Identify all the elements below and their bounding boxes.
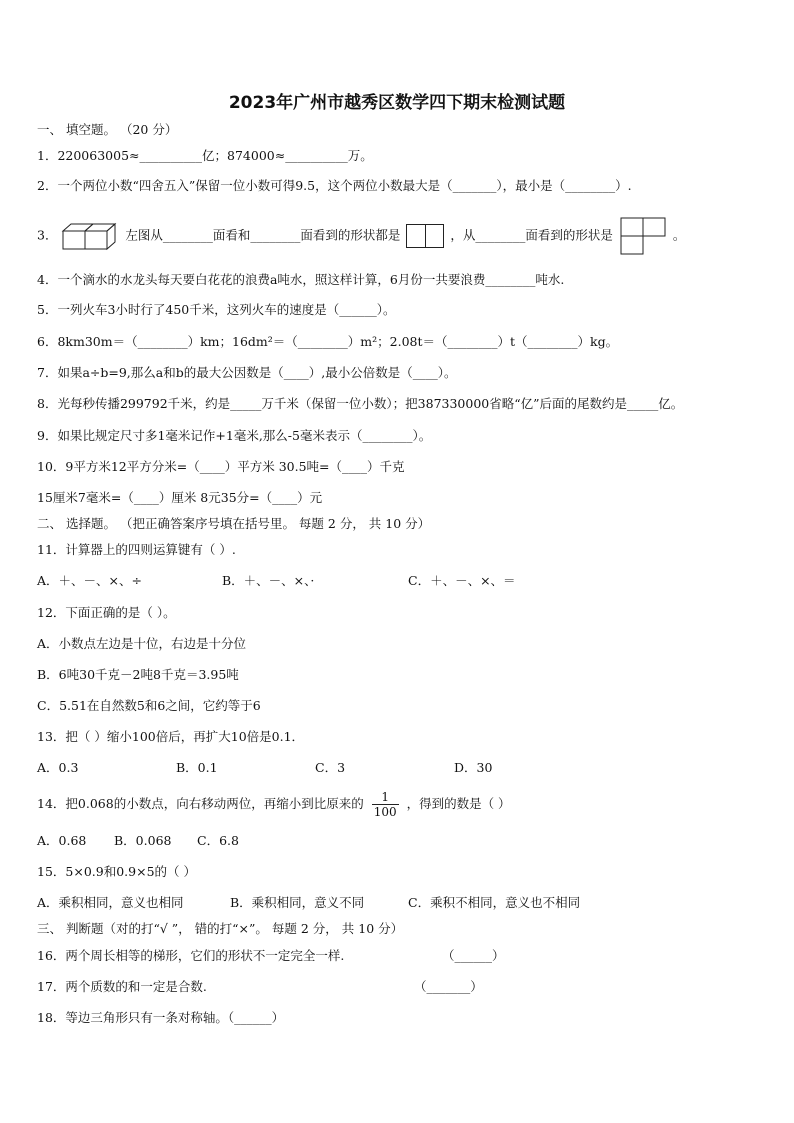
question-17: 17．两个质数的和一定是合数. [37, 979, 207, 994]
question-11: 11．计算器上的四则运算键有（ ）. [37, 542, 236, 557]
cubes-figure-icon [61, 221, 117, 251]
question-12: 12．下面正确的是（ ）。 [37, 605, 176, 620]
question-6: 6．8km30m＝（________）km；16dm²＝（________）m²；2.08t＝（________）t（________）kg。 [37, 334, 619, 349]
question-7: 7．如果a÷b=9,那么a和b的最大公因数是（____）,最小公倍数是（____）。 [37, 365, 457, 380]
question-16: 16．两个周长相等的梯形，它们的形状不一定完全一样. [37, 948, 345, 963]
option-14-b: B．0.068 [114, 833, 172, 848]
option-15-b: B．乘积相同，意义不同 [230, 895, 365, 910]
question-18: 18．等边三角形只有一条对称轴。（______） [37, 1010, 285, 1025]
question-14-text-b: ，得到的数是（ ） [406, 796, 511, 811]
question-2: 2．一个两位小数“四舍五入”保留一位小数可得9.5，这个两位小数最大是（_______），最小是（________）. [37, 178, 632, 193]
question-14 [37, 788, 511, 820]
option-13-c: C．3 [315, 760, 346, 775]
fraction [372, 790, 399, 819]
question-8: 8．光每秒传播299792千米，约是_____万千米（保留一位小数）；把387330000省略“亿”后面的尾数约是_____亿。 [37, 396, 684, 411]
question-3-number: 3． [37, 227, 58, 243]
question-3 [37, 216, 685, 256]
option-13-a: A．0.3 [37, 760, 79, 775]
option-11-c: C．＋、－、×、＝ [408, 573, 516, 588]
option-15-a: A．乘积相同，意义也相同 [37, 895, 184, 910]
question-10-line-2: 15厘米7毫米=（____）厘米 8元35分=（____）元 [37, 490, 323, 505]
question-4: 4．一个滴水的水龙头每天要白花花的浪费a吨水，照这样计算，6月份一共要浪费________吨水. [37, 272, 565, 287]
option-12-b: B．6吨30千克－2吨8千克＝3.95吨 [37, 667, 239, 682]
question-5: 5．一列火车3小时行了450千米，这列火车的速度是（______）。 [37, 302, 396, 317]
option-11-a: A．＋、－、×、÷ [37, 573, 142, 588]
option-11-b: B．＋、－、×、· [222, 573, 315, 588]
question-14-text-a: 14．把0.068的小数点，向右移动两位，再缩小到比原来的 [37, 796, 364, 811]
question-9: 9．如果比规定尺寸多1毫米记作+1毫米,那么-5毫米表示（________）。 [37, 428, 432, 443]
question-10-line-1: 10．9平方米12平方分米=（____）平方米 30.5吨=（____）千克 [37, 459, 405, 474]
section-true-false: 三、 判断题（对的打“√ ”， 错的打“×”。 每题 2 分， 共 10 分） [37, 921, 404, 936]
page-title: 2023年广州市越秀区数学四下期末检测试题 [228, 93, 566, 113]
answer-blank-16: （______） [442, 948, 505, 963]
question-3-text-c: 。 [672, 227, 686, 243]
section-fill-blank: 一、 填空题。 （20 分） [37, 122, 178, 137]
option-13-d: D．30 [454, 760, 493, 775]
option-14-c: C．6.8 [197, 833, 239, 848]
option-15-c: C．乘积不相同，意义也不相同 [408, 895, 581, 910]
option-13-b: B．0.1 [176, 760, 218, 775]
fraction-denominator: 100 [373, 805, 397, 819]
question-3-text-a: 左图从________面看和________面看到的形状都是 [125, 227, 401, 243]
option-14-a: A．0.68 [37, 833, 87, 848]
answer-blank-17: （_______） [414, 979, 483, 994]
question-1: 1．220063005≈__________亿；874000≈__________万。 [37, 148, 373, 163]
section-multiple-choice: 二、 选择题。 （把正确答案序号填在括号里。 每题 2 分， 共 10 分） [37, 516, 431, 531]
l-shape-figure-icon [619, 216, 667, 256]
fraction-numerator: 1 [372, 790, 399, 805]
option-12-a: A．小数点左边是十位，右边是十分位 [37, 636, 247, 651]
two-squares-shape [406, 224, 444, 248]
option-12-c: C．5.51在自然数5和6之间，它约等于6 [37, 698, 261, 713]
question-13: 13．把（ ）缩小100倍后，再扩大10倍是0.1． [37, 729, 305, 744]
question-15: 15．5×0.9和0.9×5的（ ） [37, 864, 196, 879]
question-3-text-b: ，从________面看到的形状是 [450, 227, 613, 243]
